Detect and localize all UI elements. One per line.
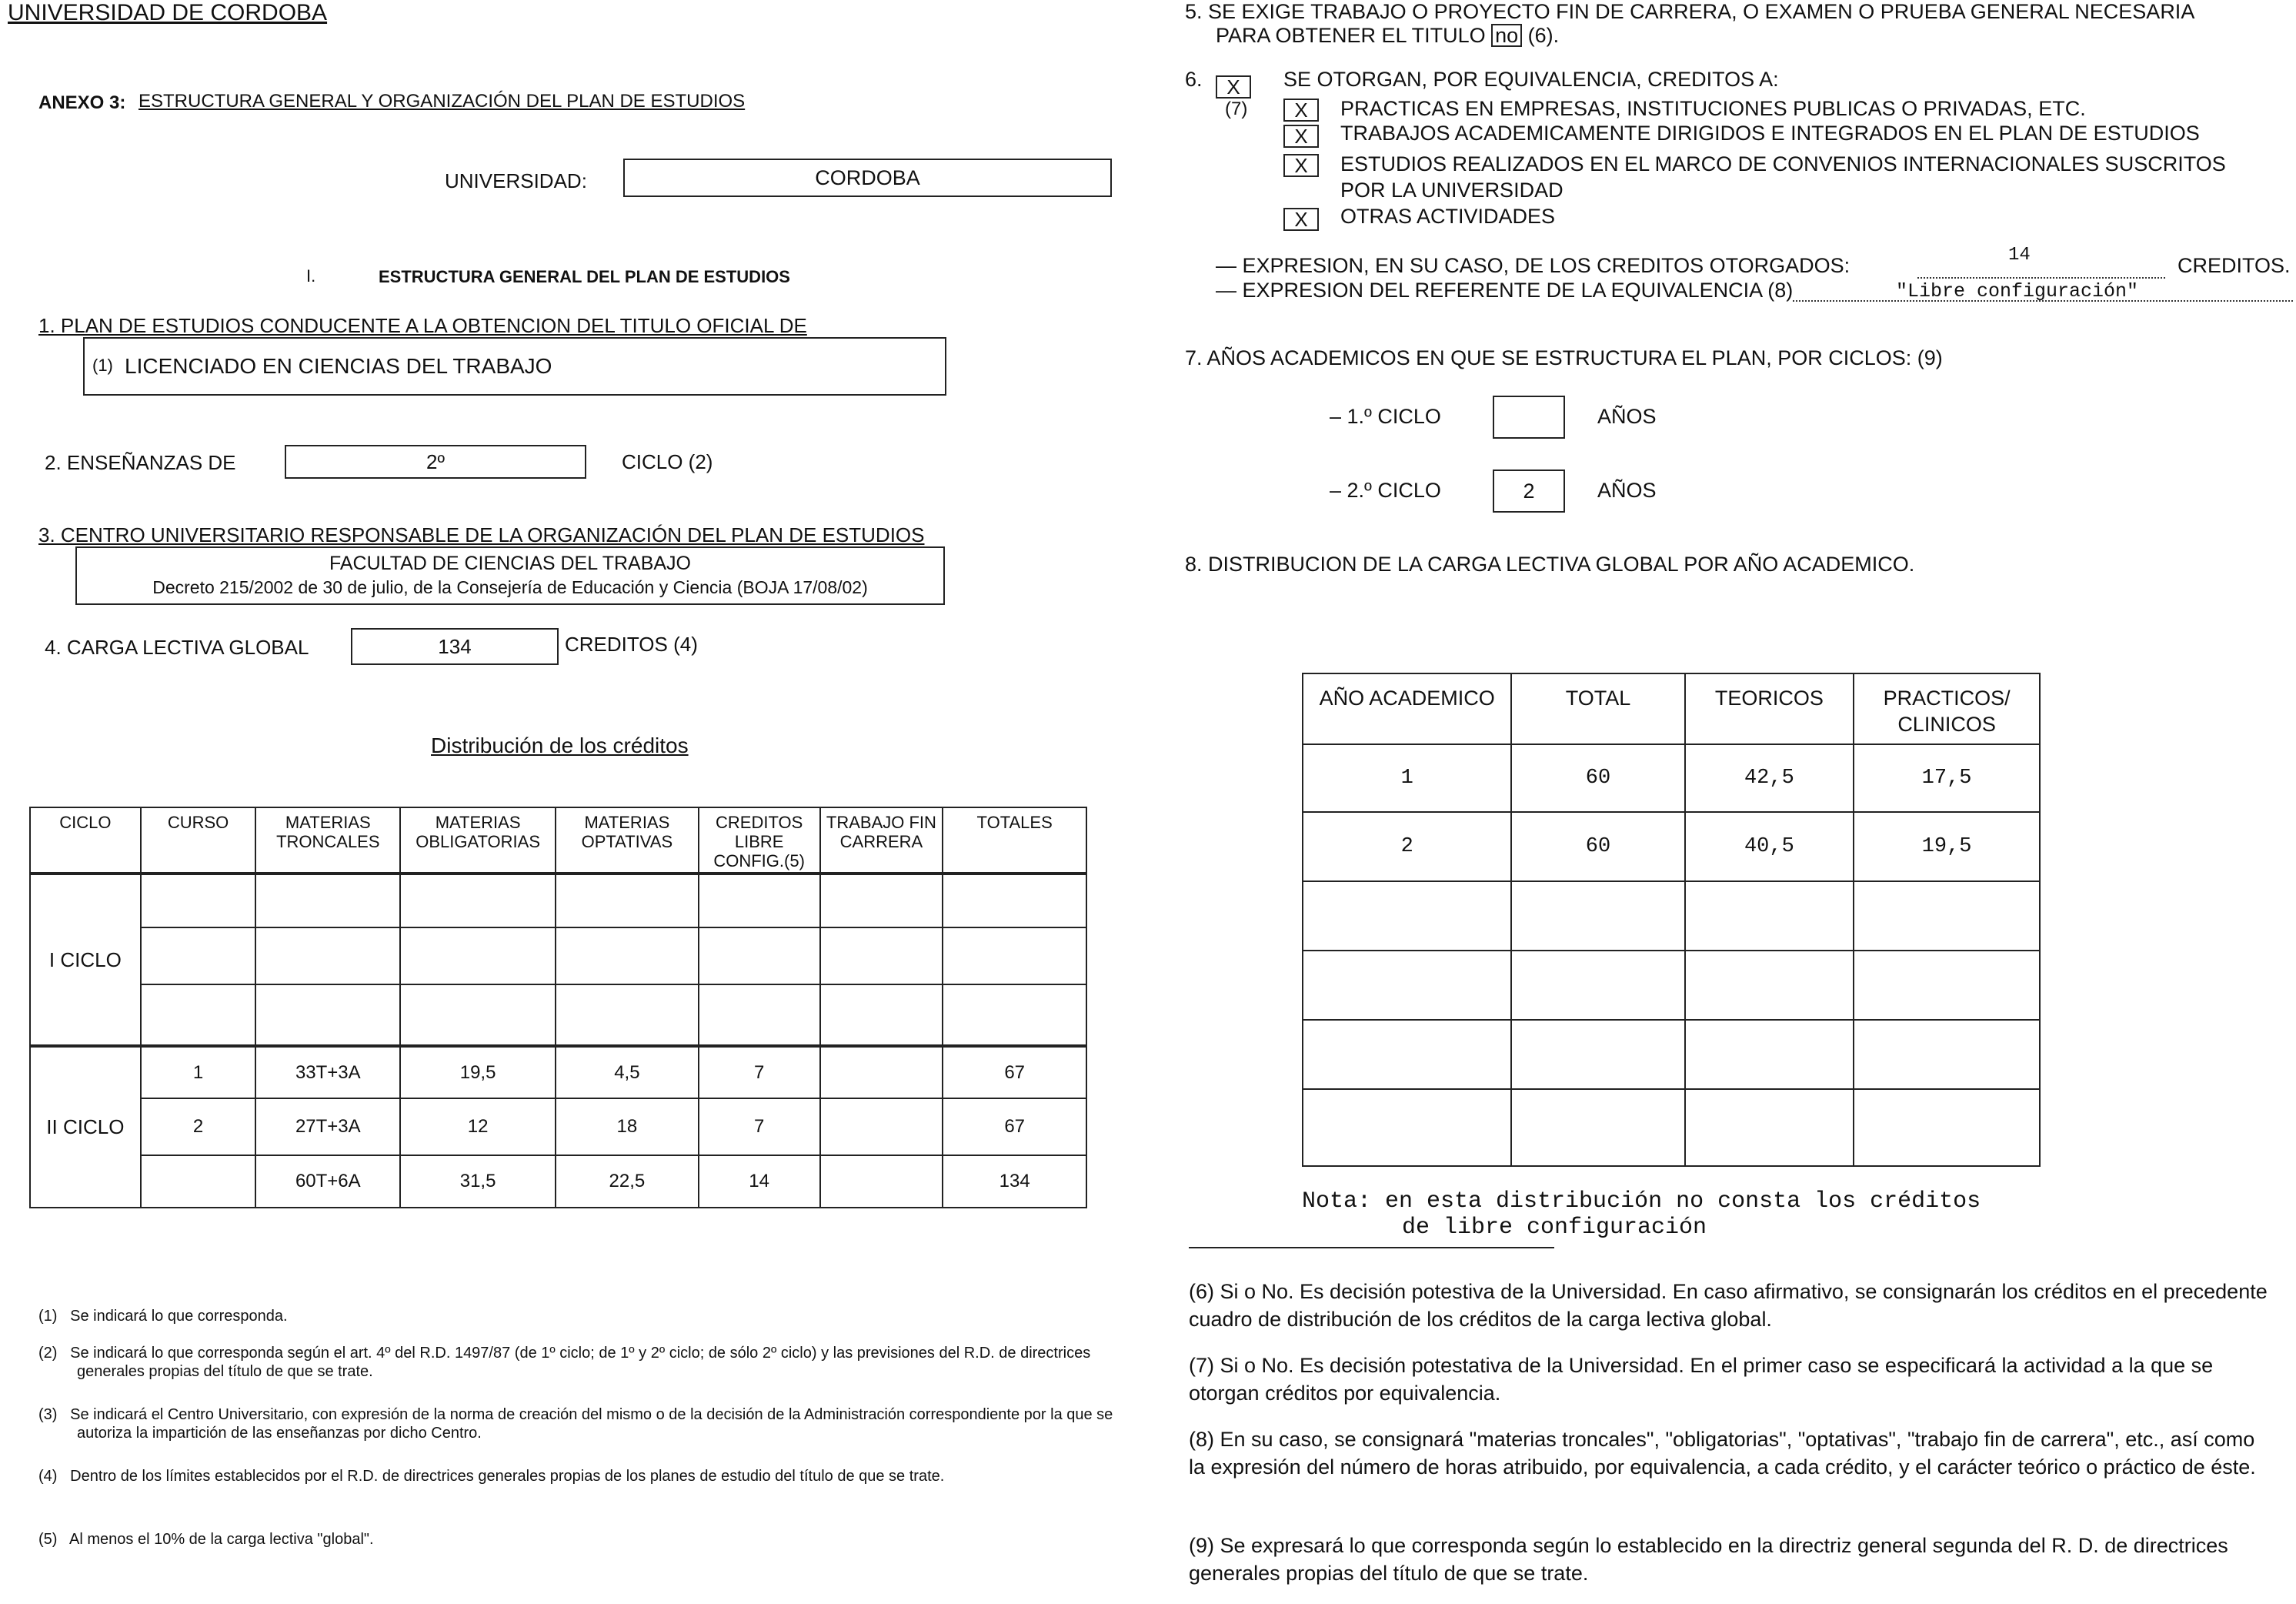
header-cell: TRABAJO FIN CARRERA: [820, 807, 943, 874]
table-row: [30, 874, 1086, 927]
footnote-text: Al menos el 10% de la carga lectiva "global".: [69, 1531, 374, 1548]
item4-field: [351, 628, 559, 665]
cell: 14: [699, 1155, 820, 1208]
cell: [1511, 1020, 1684, 1089]
c1-field: [1493, 396, 1565, 439]
expr1-label: — EXPRESION, EN SU CASO, DE LOS CREDITOS OTORGADOS:: [1216, 254, 1850, 277]
cell: [820, 1155, 943, 1208]
distribution-header: [1303, 673, 2040, 744]
header-cell: MATERIAS OPTATIVAS: [556, 807, 699, 874]
header-cell: MATERIAS TRONCALES: [255, 807, 400, 874]
footnote: [38, 1405, 1123, 1442]
footnote-text: Dentro de los límites establecidos por el R.D. de directrices generales propias de los planes de estudio del título de que se trate.: [70, 1468, 945, 1485]
table-row: [30, 984, 1086, 1046]
cell: [1854, 951, 2040, 1020]
table-row: [1303, 1020, 2040, 1089]
option-checkbox: [1283, 99, 1319, 122]
universidad-value: CORDOBA: [815, 166, 920, 189]
expr1-line: [1917, 259, 2165, 279]
university-title: UNIVERSIDAD DE CORDOBA: [8, 0, 328, 25]
ciclo1-label: I CICLO: [30, 874, 141, 1046]
cell: 1: [1303, 744, 1511, 812]
c2-anos: AÑOS: [1597, 479, 1657, 502]
item6-num: 6.: [1185, 68, 1203, 91]
item3-line2: Decreto 215/2002 de 30 de julio, de la Consejería de Educación y Ciencia (BOJA 17/08/02): [152, 577, 868, 597]
c2-field: [1493, 470, 1565, 513]
cell: 19,5: [1854, 812, 2040, 881]
cell: 31,5: [400, 1155, 556, 1208]
cell: [1685, 1020, 1854, 1089]
cell: 19,5: [400, 1046, 556, 1098]
cell: [1303, 881, 1511, 951]
footnote: [38, 1467, 1123, 1485]
footnote: [38, 1530, 1085, 1549]
cell: 1: [141, 1046, 256, 1098]
note-6: (6) Si o No. Es decisión potestiva de la Universidad. En caso afirmativo, se consignarán los créditos en el precedente cuadro de distribución de los créditos de la carga lectiva global.: [1189, 1280, 2268, 1331]
footnote-num: (5): [38, 1531, 58, 1548]
universidad-label: UNIVERSIDAD:: [445, 169, 587, 192]
cell: 22,5: [556, 1155, 699, 1208]
annex-title: ESTRUCTURA GENERAL Y ORGANIZACIÓN DEL PLAN DE ESTUDIOS: [138, 91, 746, 112]
item2-label: 2. ENSEÑANZAS DE: [45, 451, 236, 474]
option-text: PRACTICAS EN EMPRESAS, INSTITUCIONES PUBLICAS O PRIVADAS, ETC.: [1340, 97, 2086, 120]
footnote-num: (1): [38, 1308, 58, 1325]
cell: 60: [1511, 812, 1684, 881]
note-7: (7) Si o No. Es decisión potestativa de la Universidad. En el primer caso se especificará la actividad a la que se otorgan créditos por equivalencia.: [1189, 1354, 2214, 1405]
expr1-suffix: CREDITOS.: [2178, 254, 2291, 277]
item4-suffix: CREDITOS (4): [565, 633, 698, 656]
footnote-text: Se indicará lo que corresponda.: [70, 1308, 288, 1325]
cell: 33T+3A: [255, 1046, 400, 1098]
option-text: OTRAS ACTIVIDADES: [1340, 205, 1556, 228]
item2-field: [285, 445, 586, 479]
table-row: [30, 1155, 1086, 1208]
notes-divider: [1189, 1247, 1554, 1248]
item1-field: [83, 337, 946, 396]
header-cell: CICLO: [30, 807, 141, 874]
footnote-num: (4): [38, 1468, 58, 1485]
credits-table-caption: Distribución de los créditos: [431, 733, 689, 757]
cell: 17,5: [1854, 744, 2040, 812]
table-row: [1303, 881, 2040, 951]
cell: [1511, 1089, 1684, 1166]
c2-label: – 2.º CICLO: [1330, 479, 1441, 502]
table-row: [1303, 951, 2040, 1020]
item3-field: [75, 546, 945, 605]
footnote-text: Se indicará lo que corresponda según el art. 4º del R.D. 1497/87 (de 1º ciclo; de 1º y 2º ciclo; de sólo 2º ciclo) y las previsiones del R.D. de directrices generales propias del título de que se trate.: [70, 1345, 1091, 1380]
credits-table: [29, 807, 1087, 1208]
c1-label: – 1.º CICLO: [1330, 405, 1441, 428]
section-numeral: I.: [306, 266, 316, 286]
table-row: [30, 1098, 1086, 1155]
item1-value: LICENCIADO EN CIENCIAS DEL TRABAJO: [125, 354, 552, 378]
credits-table-header: [30, 807, 1086, 874]
note-9: (9) Se expresará lo que corresponda según lo establecido en la directriz general segunda del R. D. de directrices generales propias del título de que se trate.: [1189, 1534, 2228, 1585]
cell: [1511, 881, 1684, 951]
nota-line2: de libre configuración: [1402, 1215, 1707, 1241]
footnote: [38, 1307, 1085, 1325]
cell: [1685, 1089, 1854, 1166]
item2-value: 2º: [426, 450, 445, 473]
header-cell: TOTAL: [1511, 673, 1684, 744]
cell: 12: [400, 1098, 556, 1155]
footnote-num: (2): [38, 1345, 58, 1362]
cell: [820, 1098, 943, 1155]
footnote-text: Se indicará el Centro Universitario, con expresión de la norma de creación del mismo o de la decisión de la Administración correspondiente por la que se autoriza la impartición de las enseñanzas por dicho Centro.: [70, 1406, 1113, 1442]
footnote: [38, 1344, 1123, 1381]
table-row: [30, 927, 1086, 984]
cell: 40,5: [1685, 812, 1854, 881]
option-checkbox: [1283, 125, 1319, 148]
cell: [1685, 951, 1854, 1020]
item1-label: 1. PLAN DE ESTUDIOS CONDUCENTE A LA OBTENCION DEL TITULO OFICIAL DE: [38, 314, 807, 337]
item6-ref: (7): [1225, 99, 1248, 119]
expr2-label: — EXPRESION DEL REFERENTE DE LA EQUIVALENCIA (8): [1216, 279, 1794, 302]
item5-line2-prefix: PARA OBTENER EL TITULO: [1216, 24, 1486, 47]
option-text: ESTUDIOS REALIZADOS EN EL MARCO DE CONVENIOS INTERNACIONALES SUSCRITOS: [1340, 152, 2226, 175]
item5-line2: [1216, 24, 1559, 48]
header-cell: TOTALES: [943, 807, 1086, 874]
cell: [1854, 1089, 2040, 1166]
annex-prefix: ANEXO 3:: [38, 92, 126, 113]
cell: [1854, 881, 2040, 951]
cell: 18: [556, 1098, 699, 1155]
ciclo2-label: II CICLO: [30, 1046, 141, 1208]
nota-line1: Nota: en esta distribución no consta los créditos: [1302, 1188, 1981, 1215]
option-mark: X: [1294, 154, 1308, 177]
footnote-num: (3): [38, 1406, 58, 1423]
option-text: TRABAJOS ACADEMICAMENTE DIRIGIDOS E INTEGRADOS EN EL PLAN DE ESTUDIOS: [1340, 122, 2200, 145]
cell: 60T+6A: [255, 1155, 400, 1208]
cell: [1511, 951, 1684, 1020]
cell: [1854, 1020, 2040, 1089]
c1-anos: AÑOS: [1597, 405, 1657, 428]
header-cell: CREDITOS LIBRE CONFIG.(5): [699, 807, 820, 874]
option-mark: X: [1294, 99, 1308, 122]
item7-label: 7. AÑOS ACADEMICOS EN QUE SE ESTRUCTURA EL PLAN, POR CICLOS: (9): [1185, 346, 1943, 369]
note-8: (8) En su caso, se consignará "materias troncales", "obligatorias", "optativas", "trabajo fin de carrera", etc., así como la expresión del número de horas atribuido, por equivalencia, a cada crédito, y el carácter teórico o práctico de éste.: [1189, 1428, 2256, 1479]
item5-ref: (6).: [1527, 24, 1560, 47]
cell: [820, 1046, 943, 1098]
option-text-cont: POR LA UNIVERSIDAD: [1340, 179, 1563, 202]
item4-value: 134: [438, 635, 472, 658]
item6-checkbox: [1216, 75, 1251, 99]
option-mark: X: [1294, 208, 1308, 231]
cell: [1303, 1020, 1511, 1089]
item3-label: 3. CENTRO UNIVERSITARIO RESPONSABLE DE LA ORGANIZACIÓN DEL PLAN DE ESTUDIOS: [38, 523, 925, 546]
cell: [1303, 951, 1511, 1020]
cell: 42,5: [1685, 744, 1854, 812]
item1-ref: (1): [92, 356, 113, 375]
item3-line1: FACULTAD DE CIENCIAS DEL TRABAJO: [329, 553, 691, 574]
option-checkbox: [1283, 154, 1319, 177]
cell: 2: [1303, 812, 1511, 881]
cell: 60: [1511, 744, 1684, 812]
header-cell: TEORICOS: [1685, 673, 1854, 744]
cell: 2: [141, 1098, 256, 1155]
header-cell: AÑO ACADEMICO: [1303, 673, 1511, 744]
table-row: [1303, 812, 2040, 881]
cell: 4,5: [556, 1046, 699, 1098]
header-cell: CURSO: [141, 807, 256, 874]
option-checkbox: [1283, 208, 1319, 231]
cell: 134: [943, 1155, 1086, 1208]
cell: 7: [699, 1098, 820, 1155]
cell: 7: [699, 1046, 820, 1098]
cell: [141, 1155, 256, 1208]
item8-label: 8. DISTRIBUCION DE LA CARGA LECTIVA GLOBAL POR AÑO ACADEMICO.: [1185, 553, 1915, 576]
table-row: [1303, 744, 2040, 812]
header-cell: MATERIAS OBLIGATORIAS: [400, 807, 556, 874]
cell: [1685, 881, 1854, 951]
distribution-table: [1302, 673, 2041, 1167]
cell: 27T+3A: [255, 1098, 400, 1155]
expr1-value: 14: [2008, 245, 2031, 266]
item4-label: 4. CARGA LECTIVA GLOBAL: [45, 636, 309, 659]
item6-title: SE OTORGAN, POR EQUIVALENCIA, CREDITOS A:: [1283, 68, 1779, 91]
universidad-field: [623, 159, 1112, 197]
item5-answer: no: [1491, 24, 1522, 47]
expr2-value: "Libre configuración": [1896, 280, 2139, 302]
c2-value: 2: [1523, 480, 1535, 503]
table-row: [1303, 1089, 2040, 1166]
option-mark: X: [1294, 125, 1308, 148]
item2-suffix: CICLO (2): [622, 450, 713, 473]
cell: 67: [943, 1046, 1086, 1098]
header-cell: PRACTICOS/ CLINICOS: [1854, 673, 2040, 744]
section-title: ESTRUCTURA GENERAL DEL PLAN DE ESTUDIOS: [379, 267, 790, 286]
cell: [1303, 1089, 1511, 1166]
cell: 67: [943, 1098, 1086, 1155]
item6-mark: X: [1226, 75, 1240, 99]
item5-line1: 5. SE EXIGE TRABAJO O PROYECTO FIN DE CARRERA, O EXAMEN O PRUEBA GENERAL NECESARIA: [1185, 0, 2195, 23]
table-row: [30, 1046, 1086, 1098]
